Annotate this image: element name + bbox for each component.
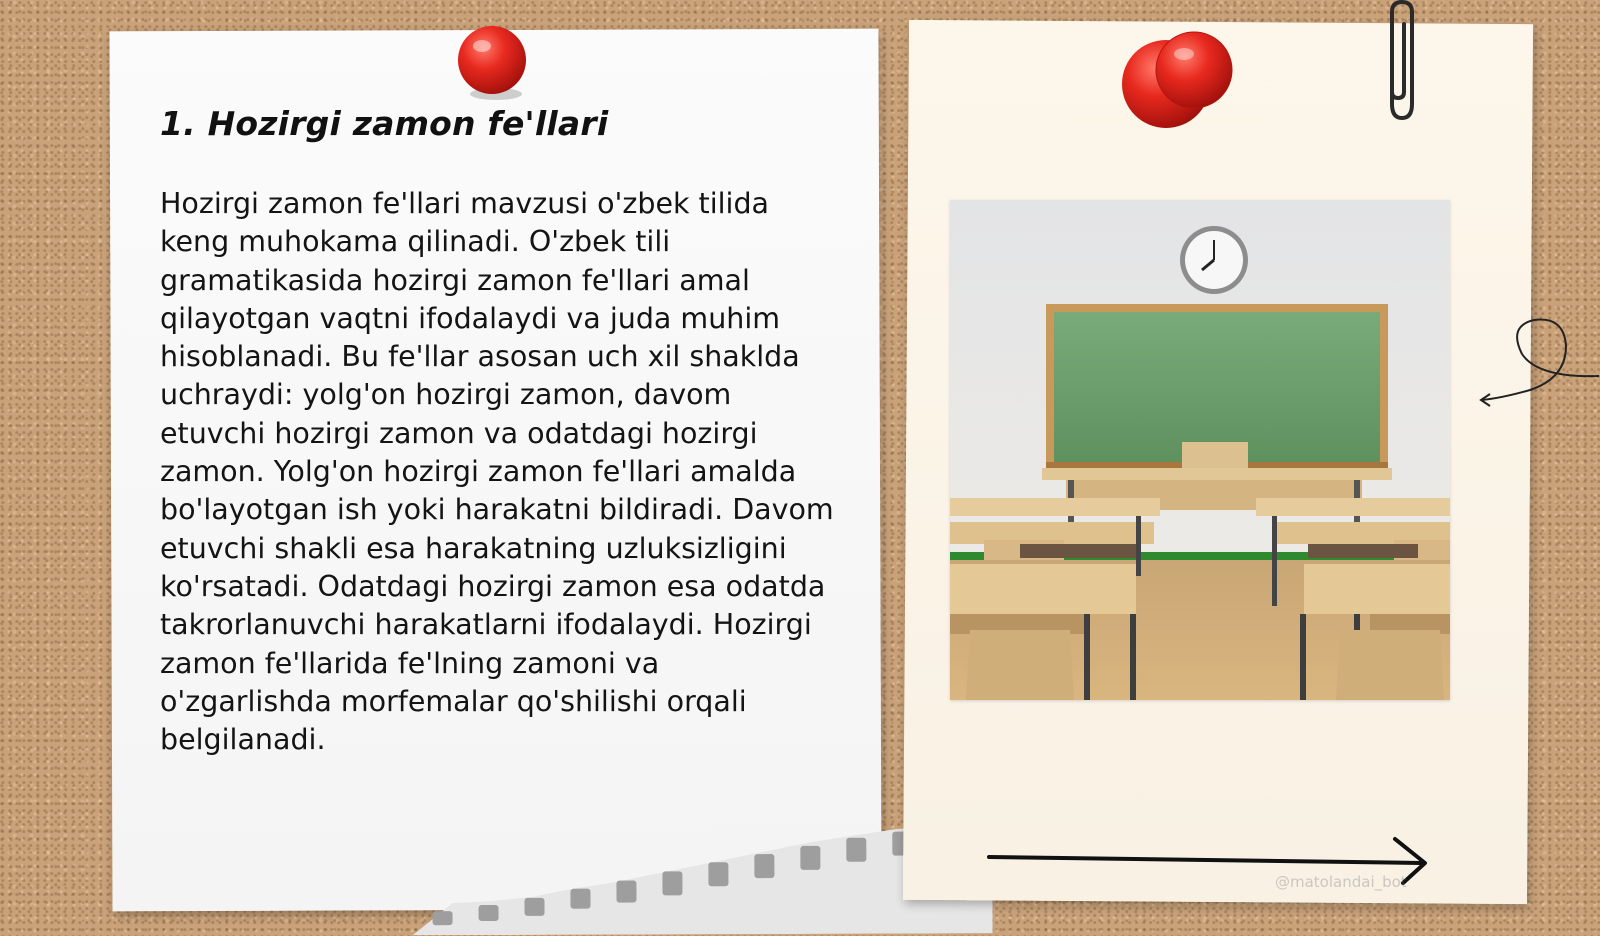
slide-heading: 1. Hozirgi zamon fe'llari	[160, 104, 609, 143]
red-pushpin-icon	[452, 20, 534, 102]
classroom-photo	[950, 200, 1450, 700]
loop-arrow-doodle-icon	[1478, 314, 1600, 408]
red-pushpins-icon	[1122, 30, 1242, 136]
paperclip-icon	[1376, 0, 1420, 124]
watermark: @matolandai_bot	[1275, 873, 1407, 891]
slide-body-text: Hozirgi zamon fe'llari mavzusi o'zbek tilida keng muhokama qilinadi. O'zbek tili gramatikasida hozirgi zamon fe'llari amal qilayotgan vaqtni ifodalaydi va juda muhim hisoblanadi. Bu fe'llar asosan uch xil shaklda uchraydi: yolg'on hozirgi zamon, davom etuvchi hozirgi zamon va odatdagi hozirgi zamon. Yolg'on hozirgi zamon fe'llari amalda bo'layotgan ish yoki harakatni bildiradi. Davom etuvchi shakli esa harakatning uzluksizligini ko'rsatadi. Odatdagi hozirgi zamon esa odatda takrorlanuvchi harakatlarni ifodalaydi. Hozirgi zamon fe'llarida fe'lning zamoni va o'zgarlishda morfemalar qo'shilishi orqali belgilanadi.	[160, 187, 834, 757]
